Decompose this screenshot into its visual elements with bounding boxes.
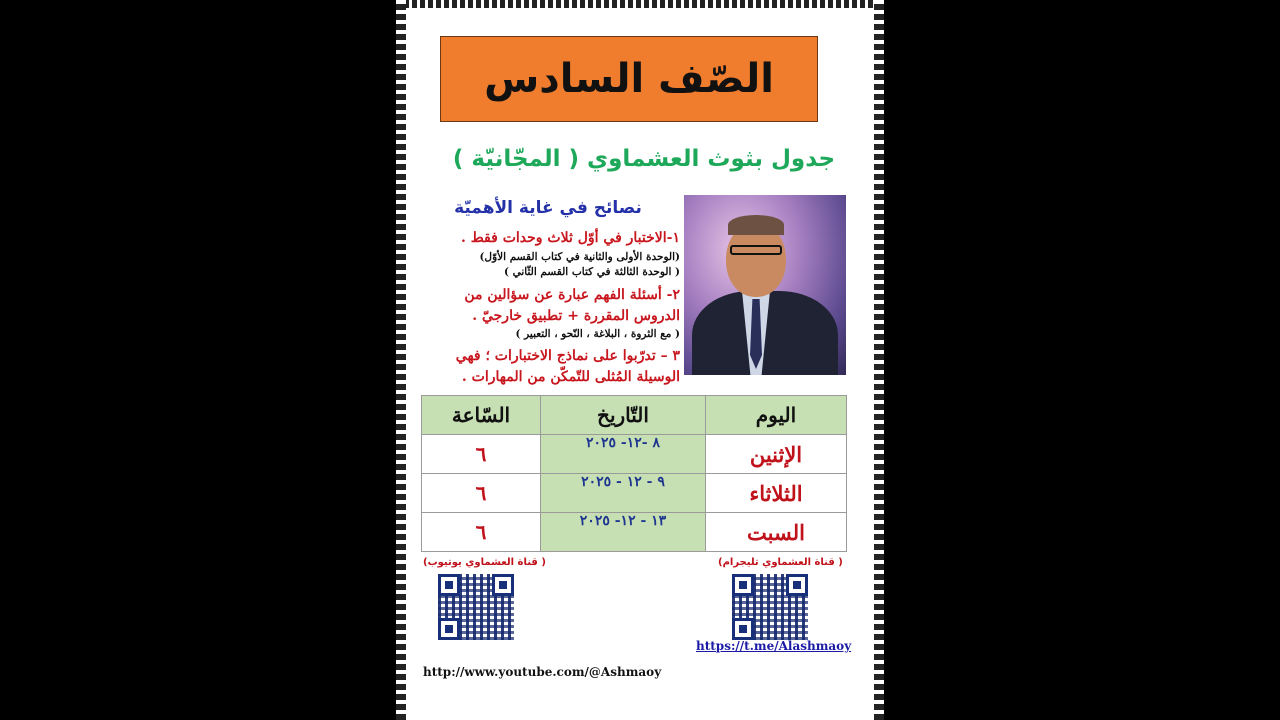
row-date: ٨ -١٢- ٢٠٢٥ bbox=[541, 435, 706, 474]
tip-line: ( الوحدة الثالثة في كتاب القسم الثّاني ) bbox=[503, 266, 680, 278]
table-header-row bbox=[422, 396, 847, 435]
table-row bbox=[422, 435, 847, 474]
row-day: الإثنين bbox=[706, 435, 847, 474]
tip-line: ٢- أسئلة الفهم عبارة عن سؤالين من bbox=[464, 287, 680, 303]
teacher-photo bbox=[684, 195, 846, 375]
tip-line: ( مع الثروة ، البلاغة ، النّحو ، التعبير ) bbox=[515, 328, 680, 340]
header-hour: السّاعة bbox=[422, 396, 541, 435]
flyer-page bbox=[396, 0, 884, 720]
tips-heading: نصائح في غاية الأهميّة bbox=[454, 198, 642, 218]
decorative-border-right bbox=[874, 0, 884, 720]
header-day: اليوم bbox=[706, 396, 847, 435]
row-hour: ٦ bbox=[422, 474, 541, 513]
row-day: الثلاثاء bbox=[706, 474, 847, 513]
row-date: ١٣ - ١٢- ٢٠٢٥ bbox=[541, 513, 706, 552]
row-day: السبت bbox=[706, 513, 847, 552]
tip-line: (الوحدة الأولى والثانية في كتاب القسم الأوّل) bbox=[479, 251, 680, 263]
tip-line: الدروس المقررة + تطبيق خارجيّ . bbox=[472, 308, 680, 324]
tip-line: ١-الاختبار في أوّل ثلاث وحدات فقط . bbox=[461, 230, 680, 246]
header-date: التّاريخ bbox=[541, 396, 706, 435]
table-row bbox=[422, 474, 847, 513]
grade-title: الصّف السادس bbox=[440, 36, 818, 122]
telegram-channel-label: ( قناة العشماوي تليجرام) bbox=[718, 557, 843, 568]
decorative-border-top bbox=[396, 0, 884, 8]
telegram-qr-code bbox=[732, 574, 808, 640]
row-hour: ٦ bbox=[422, 513, 541, 552]
decorative-border-left bbox=[396, 0, 406, 720]
youtube-qr-code bbox=[438, 574, 514, 640]
youtube-channel-label: ( قناة العشماوي يوتيوب) bbox=[423, 557, 546, 568]
tip-line: ٣ – تدرّبوا على نماذج الاختبارات ؛ فهي bbox=[455, 348, 680, 364]
youtube-link: http://www.youtube.com/@Ashmaoy bbox=[423, 665, 662, 679]
row-date: ٩ - ١٢ - ٢٠٢٥ bbox=[541, 474, 706, 513]
telegram-link[interactable]: https://t.me/Alashmaoy bbox=[696, 639, 852, 653]
table-row bbox=[422, 513, 847, 552]
schedule-table bbox=[421, 395, 847, 552]
tip-line: الوسيلة المُثلى للتّمكّن من المهارات . bbox=[461, 369, 680, 385]
schedule-subtitle: جدول بثوث العشماوي ( المجّانيّة ) bbox=[452, 146, 836, 172]
photo-hair bbox=[728, 215, 784, 235]
photo-glasses bbox=[730, 245, 782, 255]
row-hour: ٦ bbox=[422, 435, 541, 474]
